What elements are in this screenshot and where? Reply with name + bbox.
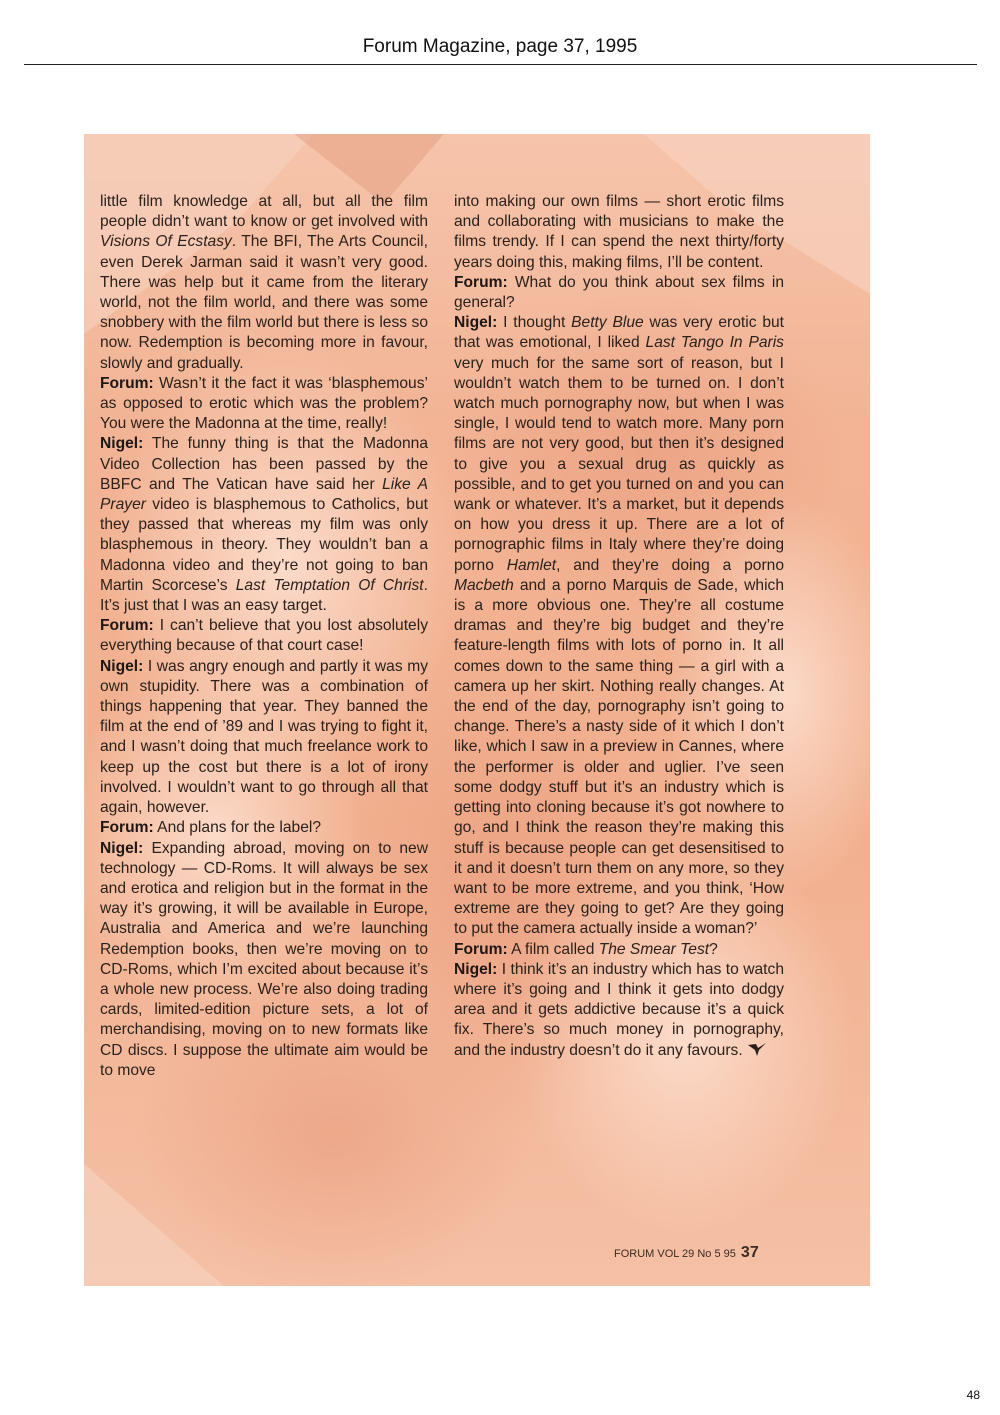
speaker-label: Nigel: [454, 314, 498, 332]
article-text: , and they’re doing a porno [556, 556, 785, 574]
magazine-page-scan [84, 134, 870, 1286]
article-text: The funny thing is that the Madonna Video Collection has been passed by the BBFC and The Vatican have said her [100, 435, 428, 493]
article-text: I can’t believe that you lost absolutely everything because of that court case! [100, 617, 428, 655]
speaker-label: Forum: [100, 819, 154, 837]
article-column-left [100, 192, 428, 1081]
header-divider [24, 64, 977, 65]
speaker-label: Forum: [454, 273, 508, 291]
speaker-label: Forum: [100, 617, 154, 635]
speaker-label: Nigel: [100, 435, 144, 453]
speaker-label: Nigel: [100, 839, 144, 857]
article-text: A film called [507, 940, 599, 958]
italic-title-text: Visions Of Ecstasy [100, 233, 232, 251]
article-text: was very erotic but that was emotional, I liked [454, 314, 785, 352]
speaker-label: Forum: [454, 940, 508, 958]
article-text: little film knowledge at all, but all the film people didn’t want to know or get involved with [100, 193, 428, 231]
article-text: ? [709, 940, 718, 958]
italic-title-text: Last Tango In Paris [645, 334, 784, 352]
article-text: very much for the same sort of reason, but I wouldn’t watch them to be turned on. I don’t watch much pornography now, but when I was single, I would tend to watch more. Many porn films are not very good, but then it’s designed to give you a sexual drug as quickly as possible, and to get you turned on and you can wank or whatever. It’s a market, but it depends on how you dress it up. There are a lot of pornographic films in Italy where they’re doing porno [454, 354, 784, 574]
article-text: into making our own films — short erotic films and collaborating with musicians to make the films trendy. If I can spend the next thirty/forty years doing this, making films, I’ll be content. [454, 193, 784, 271]
italic-title-text: Macbeth [454, 576, 514, 594]
article-text: I was angry enough and partly it was my own stupidity. There was a combination of things happening that year. They banned the film at the end of ’89 and I was trying to fight it, and I wasn’t doing that much freelance work to keep up the cost but there is a lot of irony involved. I wouldn’t want to go through all that again, however. [100, 657, 428, 817]
document-page-number: 48 [966, 1388, 980, 1402]
article-text: . The BFI, The Arts Council, even Derek Jarman said it wasn’t very good. There was help but it came from the literary world, not the film world, and there was some snobbery with the film world but there is less so now. Redemption is becoming more in favour, slowly and gradually. [100, 233, 428, 372]
article-text: Expanding abroad, moving on to new technology — CD-Roms. It will always be sex and erotica and religion but in the format in the way it’s growing, it will be available in Europe, Australia and America and we’re launching Redemption books, then we’re moving on to CD-Roms, which I’m excited about because it’s a whole new process. We’re also doing trading cards, limited-edition picture sets, a lot of merchandising, moving on to new formats like CD discs. I suppose the ultimate aim would be to move [100, 839, 428, 1079]
italic-title-text: Last Temptation Of Christ [235, 576, 424, 594]
footer-issue-label: FORUM VOL 29 No 5 95 [614, 1248, 736, 1260]
article-text: And plans for the label? [153, 819, 322, 837]
italic-title-text: The Smear Test [598, 940, 710, 958]
footer-page-number: 37 [740, 1244, 759, 1261]
speaker-label: Nigel: [100, 657, 144, 675]
article-text: and a porno Marquis de Sade, which is a more obvious one. They’re all costume dramas and they’re big budget and they’re feature-length films with lots of porno in. It all comes down to the same thing — a girl with a camera up her skirt. Nothing really changes. At the end of the day, pornography isn’t going to change. There’s a nasty side of it which I don’t like, which I saw in a preview in Cannes, where the performer is older and uglier. I’ve seen some dodgy stuff but it’s an industry which is getting into cloning because it’s got nowhere to go, and I think the reason they’re making this stuff is because people can get desensitised to it and it doesn’t turn them on any more, so they want to be more extreme, and you think, ‘How extreme are they going to get? Are they going to put the camera actually inside a woman?’ [454, 576, 784, 938]
article-text: What do you think about sex films in general? [454, 273, 784, 312]
italic-title-text: Hamlet [506, 556, 557, 574]
italic-title-text: Like A Prayer [100, 475, 428, 514]
article-text: video is blasphemous to Catholics, but they passed that whereas my film was only blasphemous in theory. They wouldn’t ban a Madonna video and they’re not going to ban Martin Scorcese’s [100, 496, 428, 594]
magazine-footer [614, 1244, 814, 1262]
article-text: I think it’s an industry which has to watch where it’s going and I think it gets into dodgy area and it gets addictive because it’s a quick fix. There’s so much money in pornography, and the industry doesn’t do it any favours. [454, 960, 784, 1059]
article-text: Wasn’t it the fact it was ‘blasphemous’ as opposed to erotic which was the problem? You were the Madonna at the time, really! [100, 374, 428, 433]
speaker-label: Nigel: [454, 960, 498, 978]
italic-title-text: Betty Blue [571, 314, 644, 332]
article-column-right [454, 192, 784, 1061]
article-text: I thought [497, 314, 572, 332]
speaker-label: Forum: [100, 374, 154, 392]
bird-end-mark-icon [747, 1041, 767, 1059]
article-text: . It’s just that I was an easy target. [100, 576, 428, 615]
page-title: Forum Magazine, page 37, 1995 [362, 36, 638, 57]
